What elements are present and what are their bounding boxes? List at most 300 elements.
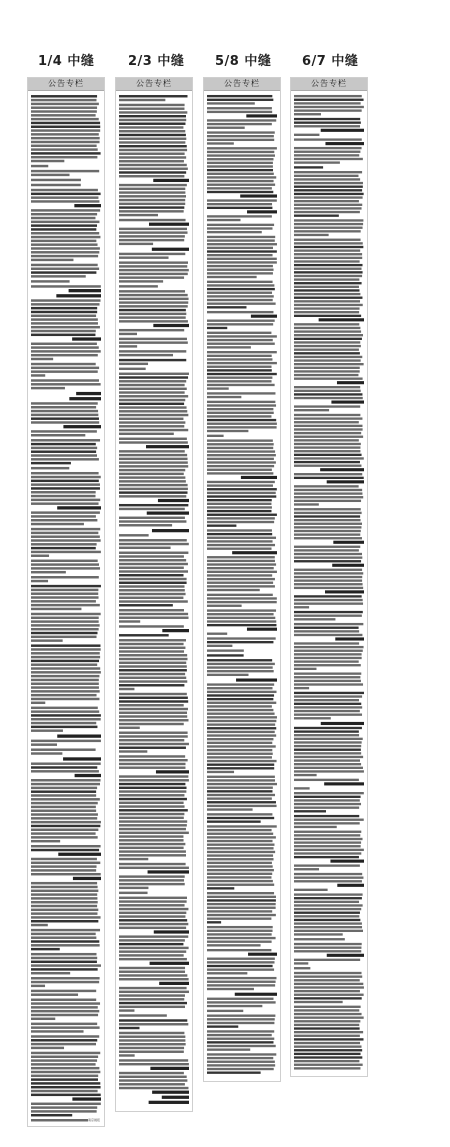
text-line [31,698,99,700]
text-line [31,374,45,376]
text-line [294,943,362,945]
text-line [119,1023,188,1025]
text-line [31,447,97,449]
text-line [31,221,99,223]
column-banner: 公告专栏 [116,78,192,91]
text-line [207,873,272,875]
text-line [294,178,360,180]
notice-heading [146,445,189,448]
text-line [31,515,96,517]
text-line [207,738,273,740]
text-line [119,1043,186,1045]
text-line [31,726,97,728]
text-line [119,735,188,737]
text-line [207,199,277,201]
text-line [294,268,362,270]
text-line [207,941,272,943]
text-line [294,549,359,551]
text-line [31,434,85,436]
text-line [207,419,276,421]
text-line [119,887,148,889]
text-line [207,111,272,113]
text-line [119,697,188,699]
column-title-4: 6/7 中缝 [302,54,359,69]
text-line [294,171,362,173]
text-line [119,908,188,910]
text-line [294,147,362,149]
text-line [207,380,272,382]
text-line [207,779,275,781]
text-line [31,718,101,720]
text-line [31,543,97,545]
text-line [119,1054,135,1056]
text-line [294,1027,360,1029]
text-line [119,450,185,452]
text-line [294,627,359,629]
notice-heading [152,529,189,532]
text-line [119,787,187,789]
notice-heading [152,248,189,251]
text-line [31,189,98,191]
text-line [31,714,101,716]
text-line [119,552,188,554]
text-line [119,875,185,877]
text-line [31,560,98,562]
text-line [31,224,97,226]
text-line [31,363,96,365]
text-line [31,620,99,622]
text-line [294,683,363,685]
text-line [119,794,184,796]
text-line [207,654,244,656]
text-line [119,766,185,768]
text-line [119,817,184,819]
text-line [207,169,273,171]
text-line [294,650,363,652]
text-line [31,1006,98,1008]
text-line [207,645,232,647]
text-line [207,972,247,974]
text-line [119,243,153,245]
text-line [294,311,359,313]
text-line [294,196,363,198]
notice-heading [162,1096,189,1099]
text-line [31,103,99,105]
text-line [294,756,363,758]
text-line [294,367,360,369]
newspaper-column-2 [115,77,193,1112]
text-line [119,309,186,311]
text-line [207,687,273,689]
text-line [294,787,310,789]
text-line [31,519,97,521]
text-line [207,594,273,596]
text-line [207,637,276,639]
text-line [207,269,274,271]
text-line [294,792,364,794]
text-line [294,660,359,662]
text-line [119,813,184,815]
text-line [31,414,98,416]
text-line [31,972,70,974]
text-line [119,1083,185,1085]
text-line [31,840,60,842]
text-line [31,849,99,851]
text-line [31,275,86,277]
text-line [207,907,276,909]
text-line [207,731,275,733]
text-line [294,553,362,555]
text-line [119,1019,187,1021]
text-line [294,271,363,273]
text-line [31,957,97,959]
text-line [31,865,97,867]
text-line [294,1067,360,1069]
text-line [31,961,97,963]
text-line [119,461,188,463]
text-line [31,656,100,658]
text-line [31,483,100,485]
text-line [31,990,96,992]
text-line [119,763,186,765]
text-line [31,1010,99,1012]
text-line [31,869,96,871]
text-line [31,499,100,501]
text-line [119,669,187,671]
text-line [207,472,273,474]
text-line [119,593,186,595]
text-line [119,585,185,587]
text-line [207,231,262,233]
text-line [207,465,274,467]
text-line [294,779,359,781]
text-line [294,668,316,670]
text-line [119,567,184,569]
notice-heading [325,142,364,145]
text-line [31,794,96,796]
text-line [294,230,361,232]
text-line [207,254,273,256]
text-line [31,632,97,634]
column-text-block [294,93,364,1072]
text-line [207,899,276,901]
text-line [31,410,98,412]
text-line [294,1006,361,1008]
text-line [207,753,273,755]
text-line [119,947,189,949]
notice-heading [147,511,189,514]
notice-heading [150,962,189,965]
text-line [294,175,358,177]
text-line [119,743,189,745]
text-line [207,589,260,591]
text-line [207,243,277,245]
text-line [31,110,97,112]
text-line [119,927,186,929]
text-line [207,343,275,345]
text-line [31,652,100,654]
text-line [119,298,189,300]
text-line [119,824,187,826]
text-line [31,532,98,534]
text-line [207,184,275,186]
text-line [207,716,277,718]
notice-heading [57,734,101,737]
text-line [294,904,363,906]
text-line [31,458,99,460]
text-line [294,1020,360,1022]
text-line [31,1071,100,1073]
notice-heading [76,392,101,395]
text-line [294,856,359,858]
text-line [294,653,362,655]
text-line [207,127,245,129]
text-line [119,1079,187,1081]
text-line [294,741,362,743]
text-line [294,450,360,452]
text-line [119,414,188,416]
text-line [294,946,361,948]
text-line [31,977,100,979]
notice-heading [72,1097,101,1100]
text-line [207,805,277,807]
text-line [31,152,101,154]
text-line [31,933,96,935]
text-line [207,984,275,986]
text-line [294,219,363,221]
text-line [294,260,360,262]
text-line [31,802,98,804]
text-line [119,805,185,807]
text-line [207,524,236,526]
text-line [31,920,98,922]
text-line [207,847,274,849]
text-line [31,787,97,789]
text-line [119,119,186,121]
text-line [31,259,73,261]
text-line [207,998,274,1000]
text-line [31,421,99,423]
text-line [119,228,187,230]
text-line [31,476,101,478]
text-line [119,235,185,237]
text-line [31,613,101,615]
text-line [119,923,188,925]
text-line [207,362,277,364]
text-line [119,391,185,393]
text-line [119,693,187,695]
text-line [31,1075,98,1077]
notice-heading [235,993,277,996]
text-line [119,280,163,282]
column-title-2: 2/3 中缝 [128,54,185,69]
text-line [294,515,360,517]
text-line [294,432,361,434]
text-line [207,488,277,490]
text-line [294,623,363,625]
text-line [119,727,140,729]
text-line [207,1005,262,1007]
text-line [31,829,98,831]
notice-heading [150,1067,189,1070]
text-line [294,1009,359,1011]
text-line [294,405,360,407]
text-line [207,320,275,322]
text-line [31,671,101,673]
text-line [207,659,272,661]
text-line [207,265,273,267]
text-line [119,380,186,382]
text-line [294,664,361,666]
text-line [207,727,276,729]
text-line [119,480,186,482]
text-line [294,161,340,163]
text-line [119,395,188,397]
text-line [119,809,188,811]
text-line [31,873,101,875]
text-line [31,628,99,630]
text-line [119,759,188,761]
text-line [294,211,360,213]
text-line [207,597,277,599]
text-line [31,209,100,211]
text-line [294,200,359,202]
text-line [119,684,184,686]
text-line [207,1061,275,1063]
text-line [119,145,187,147]
text-line [31,580,48,582]
text-line [294,446,360,448]
text-line [31,567,100,569]
text-line [207,191,273,193]
text-line [119,305,188,307]
text-line [119,850,186,852]
text-line [207,373,277,375]
text-line [294,526,361,528]
text-line [119,421,185,423]
text-line [207,247,273,249]
notice-heading [320,468,364,471]
text-line [207,965,273,967]
text-line [207,783,277,785]
text-line [119,723,184,725]
text-line [119,688,134,690]
notice-heading [251,315,277,318]
text-line [119,520,186,522]
text-line [119,219,186,221]
text-line [31,193,101,195]
text-line [294,767,363,769]
text-line [207,1001,276,1003]
text-line [294,443,361,445]
text-line [207,288,275,290]
text-line [294,193,364,195]
text-line [207,142,234,144]
text-line [119,839,184,841]
text-line [294,223,363,225]
text-line [207,392,275,394]
notice-heading [148,870,189,873]
text-line [119,195,186,197]
text-line [294,796,361,798]
text-line [207,351,277,353]
text-line [294,646,364,648]
text-line [31,617,99,619]
text-line [207,258,277,260]
text-line [119,301,188,303]
text-line [119,171,186,173]
text-line [207,1018,275,1020]
text-line [31,1014,98,1016]
text-line [119,345,137,347]
text-line [207,876,271,878]
text-line [207,609,276,611]
text-line [294,710,360,712]
text-line [294,738,363,740]
text-line [294,106,364,108]
text-line [119,943,183,945]
text-line [294,770,364,772]
column-text-block [207,93,277,1077]
text-line [119,613,188,615]
notice-heading [153,179,189,182]
text-line [207,836,276,838]
text-line [294,990,360,992]
text-line [207,1057,273,1059]
text-line [207,376,272,378]
text-line [207,461,276,463]
text-line [294,352,360,354]
text-line [31,762,101,764]
text-line [207,767,274,769]
text-line [207,663,275,665]
text-line [294,246,363,248]
text-line [31,1023,97,1025]
text-line [294,611,363,613]
text-line [207,396,241,398]
text-line [207,162,273,164]
notice-heading [63,425,101,428]
text-line [294,876,363,878]
text-line [294,414,360,416]
text-line [31,1002,100,1004]
text-line [207,135,274,137]
text-line [31,940,99,942]
text-line [207,499,272,501]
text-line [31,430,97,432]
text-line [207,776,275,778]
text-line [119,403,184,405]
notice-heading [246,114,277,117]
text-line [207,295,274,297]
text-line [119,974,187,976]
text-line [119,184,187,186]
text-line [207,670,274,672]
text-line [119,994,185,996]
text-line [294,834,360,836]
text-line [31,836,98,838]
text-line [31,1067,99,1069]
text-line [119,919,187,921]
text-line [294,264,363,266]
text-line [294,417,362,419]
text-line [294,300,360,302]
text-line [119,239,184,241]
text-line [294,595,362,597]
text-line [31,690,100,692]
text-line [294,838,363,840]
text-line [294,975,362,977]
